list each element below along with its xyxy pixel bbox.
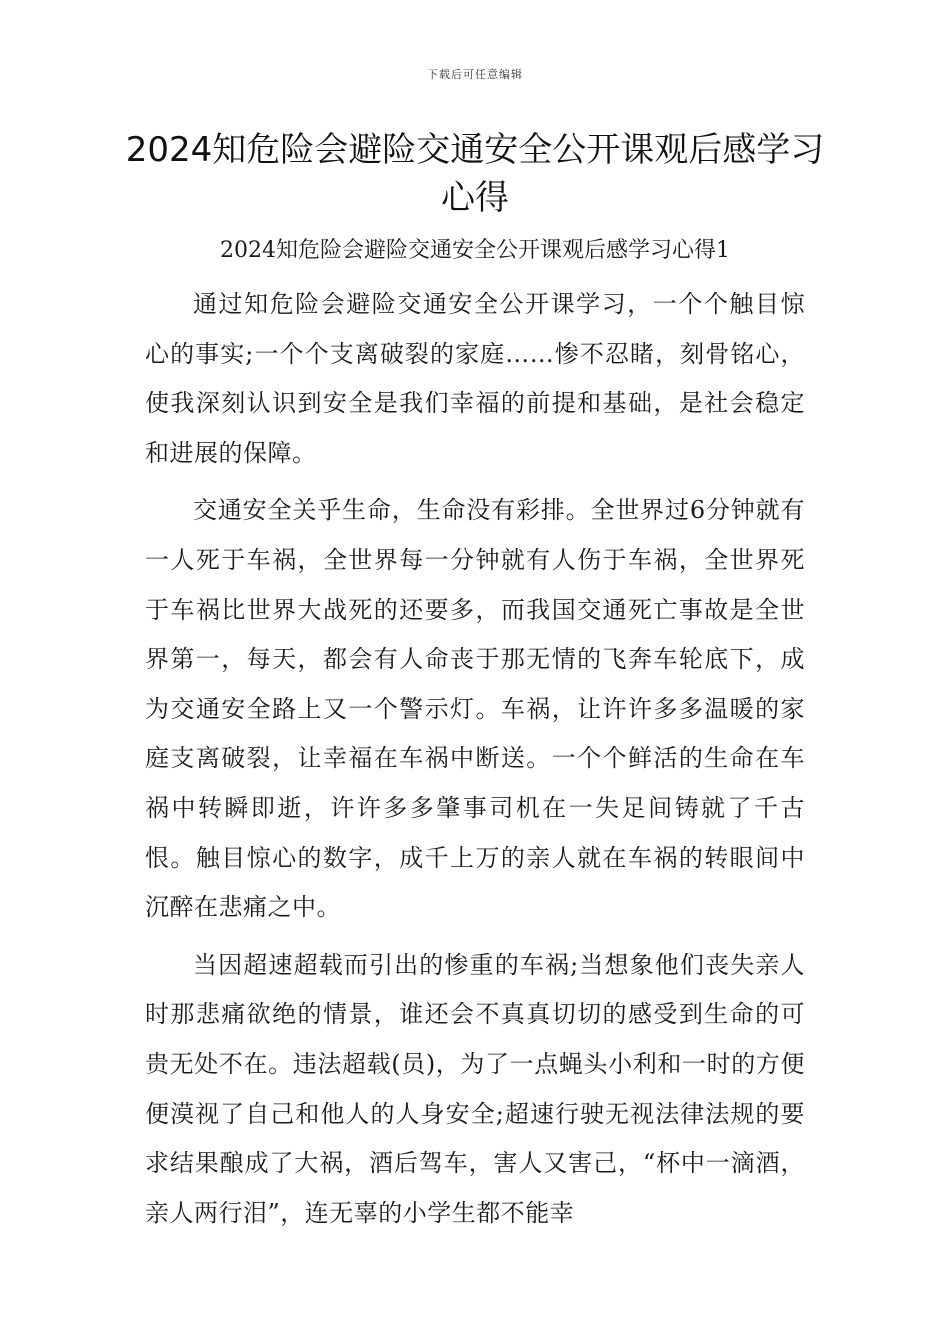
paragraph-3: 当因超速超载而引出的惨重的车祸;当想象他们丧失亲人时那悲痛欲绝的情景，谁还会不真真切切的感受到生命的可贵无处不在。违法超载(员)，为了一点蝇头小利和一时的方便便漠视了自己和他人的人身安全;超速行驶无视法律法规的要求结果酿成了大祸，酒后驾车，害人又害己，“杯中一滴酒，亲人两行泪”，连无辜的小学生都不能幸 [145,950,805,1227]
header-note: 下载后可任意编辑 [427,68,523,81]
paragraph-1: 通过知危险会避险交通安全公开课学习，一个个触目惊心的事实;一个个支离破裂的家庭……惨不忍睹，刻骨铭心，使我深刻认识到安全是我们幸福的前提和基础，是社会稳定和进展的保障。 [145,290,805,467]
document-title: 2024知危险会避险交通安全公开课观后感学习心得 [125,130,825,218]
document-body [145,280,805,1246]
paragraph-2: 交通安全关乎生命，生命没有彩排。全世界过6分钟就有一人死于车祸，全世界每一分钟就有人伤于车祸，全世界死于车祸比世界大战死的还要多，而我国交通死亡事故是全世界第一，每天，都会有人命丧于那无情的飞奔车轮底下，成为交通安全路上又一个警示灯。车祸，让许许多多温暖的家庭支离破裂，让幸福在车祸中断送。一个个鲜活的生命在车祸中转瞬即逝，许许多多肇事司机在一失足间铸就了千古恨。触目惊心的数字，成千上万的亲人就在车祸的转眼间中沉醉在悲痛之中。 [145,496,805,922]
document-subtitle: 2024知危险会避险交通安全公开课观后感学习心得1 [220,238,730,263]
